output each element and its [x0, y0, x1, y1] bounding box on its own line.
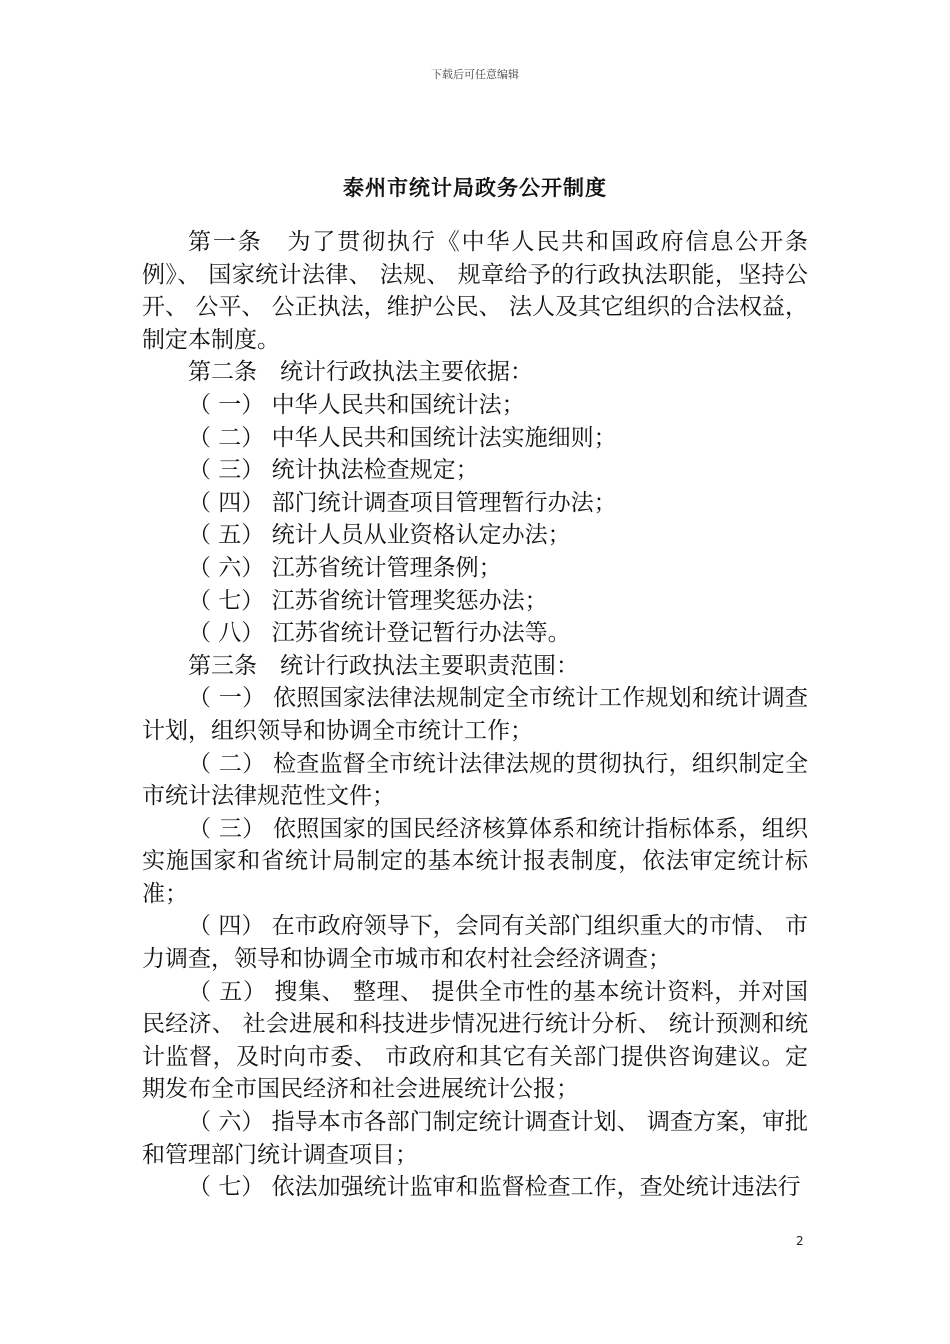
- page-number: 2: [796, 1234, 804, 1248]
- article-2-item: （ 七） 江苏省统计管理奖惩办法；: [188, 587, 548, 614]
- article-1: 第一条 为了贯彻执行《中华人民共和国政府信息公开条例》、 国家统计法律、 法规、 规章给予的行政执法职能，坚持公开、 公平、 公正执法，维护公民、 法人及其它组织的合法权益，制定本制度。: [142, 229, 808, 353]
- article-2-item: （ 五） 统计人员从业资格认定办法；: [188, 522, 571, 549]
- article-2-item: （ 二） 中华人民共和国统计法实施细则；: [188, 424, 617, 451]
- article-2-item: （ 八） 江苏省统计登记暂行办法等。: [188, 620, 571, 647]
- article-3-item: （ 六） 指导本市各部门制定统计调查计划、 调查方案，审批和管理部门统计调查项目；: [142, 1109, 808, 1168]
- header-note: 下载后可任意编辑: [431, 68, 519, 81]
- article-3-item: （ 五） 搜集、 整理、 提供全市性的基本统计资料，并对国民经济、 社会进展和科技进步情况进行统计分析、 统计预测和统计监督，及时向市委、 市政府和其它有关部门提供咨询建议。定期发布全市国民经济和社会进展统计公报；: [142, 978, 808, 1103]
- article-2-item: （ 一） 中华人民共和国统计法；: [188, 391, 525, 418]
- article-3-heading: 第三条 统计行政执法主要职责范围：: [188, 652, 579, 679]
- article-2-item: （ 六） 江苏省统计管理条例；: [188, 554, 502, 581]
- article-2-item: （ 三） 统计执法检查规定；: [188, 457, 479, 484]
- document-body: [142, 226, 808, 1204]
- article-2-heading: 第二条 统计行政执法主要依据：: [188, 359, 533, 386]
- article-3-item: （ 一） 依照国家法律法规制定全市统计工作规划和统计调查计划，组织领导和协调全市统计工作；: [142, 685, 808, 744]
- article-3-item: （ 三） 依照国家的国民经济核算体系和统计指标体系，组织实施国家和省统计局制定的基本统计报表制度，依法审定统计标准；: [142, 815, 808, 907]
- article-2-item: （ 四） 部门统计调查项目管理暂行办法；: [188, 489, 617, 516]
- article-3-item: （ 二） 检查监督全市统计法律法规的贯彻执行，组织制定全市统计法律规范性文件；: [142, 750, 808, 810]
- article-3-item: （ 七） 依法加强统计监审和监督检查工作，查处统计违法行: [188, 1174, 801, 1201]
- article-3-item: （ 四） 在市政府领导下，会同有关部门组织重大的市情、 市力调查，领导和协调全市城市和农村社会经济调查；: [142, 913, 808, 973]
- document-title: 泰州市统计局政务公开制度: [343, 176, 607, 200]
